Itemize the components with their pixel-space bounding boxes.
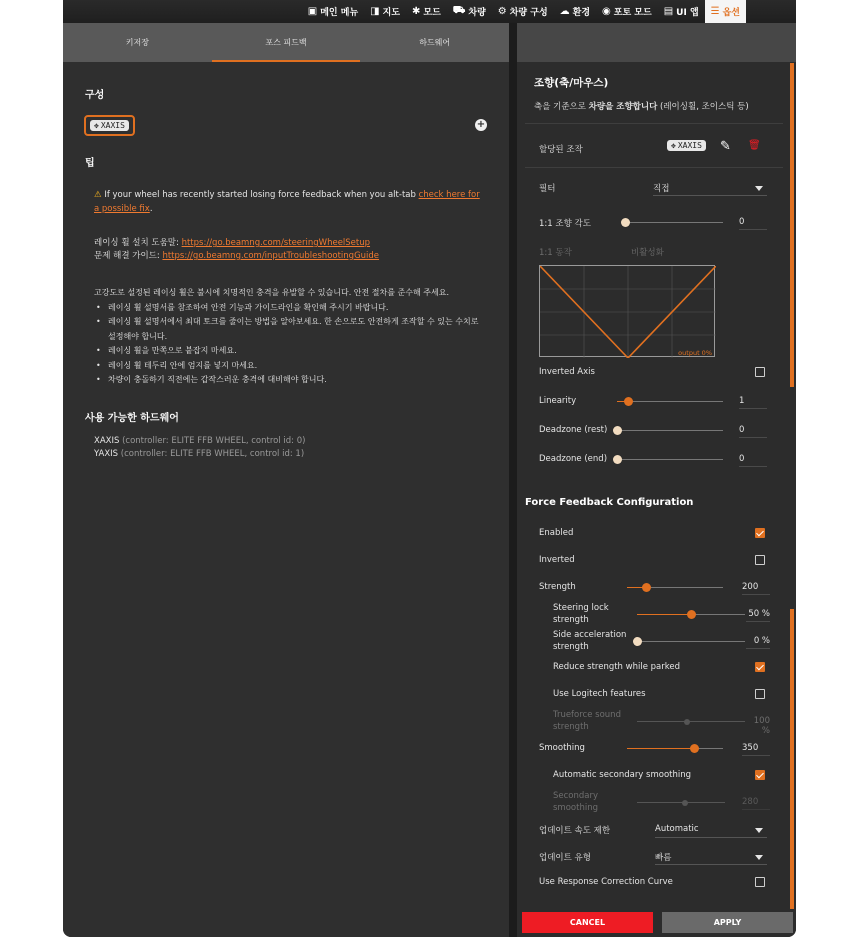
secondary-smoothing-label: Secondary smoothing [553,791,599,813]
warning-icon: ⚠ [94,190,102,200]
response-graph-svg [540,266,716,358]
linearity-slider[interactable] [617,401,723,402]
rate-limit-label: 업데이트 속도 제한 [539,826,611,836]
top-menu-bar [63,0,796,23]
menu-item-photo-mode[interactable] [596,0,658,23]
gamepad-icon: ✥ [94,121,99,130]
ffb-config-title: Force Feedback Configuration [525,497,694,508]
divider [525,167,783,168]
divider [525,123,783,124]
linearity-label: Linearity [539,396,577,406]
slider-handle[interactable] [613,426,622,435]
menu-item-label: 모드 [423,8,441,18]
gamepad-icon: ✥ [671,141,676,150]
response-graph [539,265,715,357]
hardware-title: 사용 가능한 하드웨어 [85,413,179,424]
safety-item: • 레이싱 휠 테두리 안에 엄지를 넣지 마세요. [94,359,484,374]
smoothing-label: Smoothing [539,743,585,753]
menu-item-label: 차량 구성 [509,8,548,18]
map-icon: ◨ [370,6,380,17]
trouble-guide-link[interactable]: https://go.beamng.com/inputTroubleshootingGuide [162,251,380,261]
mode-label-disabled: 비활성화 [631,248,664,258]
scrollbar[interactable] [790,63,794,387]
mods-icon: ✱ [412,6,421,17]
side-acc-label: Side acceleration strength [553,630,627,652]
linearity-value[interactable]: 1 [739,396,767,409]
slider-handle[interactable] [624,397,633,406]
steering-title: 조향(축/마우스) [534,77,609,89]
smoothing-slider[interactable] [627,748,723,749]
assigned-control-chip[interactable]: ✥ XAXIS [667,140,706,151]
tab-strip [63,23,509,62]
reduce-parked-label: Reduce strength while parked [553,662,680,672]
tab-force-feedback[interactable]: 포스 피드백 [212,23,361,62]
safety-item: • 레이싱 휠 설명서를 참조하여 안전 기능과 가이드라인을 확인해 주시기 바랍니다. [94,301,484,316]
menu-item-main-menu[interactable] [302,0,364,23]
menu-item-label: 옵션 [722,8,740,18]
menu-item-map[interactable] [364,0,406,23]
vehicles-icon: ⛟ [452,5,466,16]
tip-text [94,188,484,216]
chip-label: XAXIS [100,121,125,130]
menu-item-environment[interactable] [554,0,596,23]
apply-button[interactable]: APPLY [662,912,793,933]
add-binding-button[interactable]: + [476,119,486,130]
main-nav [302,0,746,23]
update-type-label: 업데이트 유형 [539,853,591,863]
response-curve-label: Use Response Correction Curve [539,877,673,887]
hardware-item: YAXIS (controller: ELITE FFB WHEEL, control id: 1) [94,449,305,459]
assigned-axis-chip[interactable] [84,115,135,136]
menu-item-label: 지도 [382,8,400,18]
tab-hardware[interactable]: 하드웨어 [419,38,451,47]
deadzone-end-slider[interactable] [617,459,723,460]
deadzone-rest-value[interactable]: 0 [739,425,767,438]
hardware-item: XAXIS (controller: ELITE FFB WHEEL, control id: 0) [94,436,306,446]
update-type-select[interactable]: 빠름 [655,851,767,865]
auto-smoothing-checkbox[interactable] [755,770,765,780]
steering-lock-label: Steering lock strength [553,603,609,625]
right-panel [517,23,796,937]
deadzone-rest-slider[interactable] [617,430,723,431]
side-acc-value[interactable]: 0 % [746,636,770,649]
rate-limit-select[interactable]: Automatic [655,824,767,838]
menu-item-vehicle-config[interactable] [492,0,554,23]
ffb-enabled-checkbox[interactable] [755,528,765,538]
menu-item-label: 포토 모드 [613,8,652,18]
safety-item: • 레이싱 휠을 만쪽으로 붙잡지 마세요. [94,344,484,359]
slider-handle [684,719,690,725]
slider-fill [637,614,691,615]
logitech-checkbox[interactable] [755,689,765,699]
config-title: 구성 [85,90,105,101]
inverted-axis-label: Inverted Axis [539,367,595,377]
ffb-inverted-checkbox[interactable] [755,555,765,565]
right-panel-header [517,23,796,62]
menu-item-label: 차량 [468,8,486,18]
options-icon: ☰ [710,6,720,17]
steering-subtitle: 축을 기준으로 차량을 조향합니다 (레이싱휠, 조이스틱 등) [534,102,749,112]
deadzone-end-value[interactable]: 0 [739,454,767,467]
trueforce-label: Trueforce sound strength [553,710,621,732]
menu-item-label: UI 앱 [676,8,699,18]
safety-intro: 고강도로 설정된 레이싱 휠은 불시에 치명적인 충격을 유발할 수 있습니다. 안전 절차를 준수해 주세요. [94,288,449,297]
response-curve-checkbox[interactable] [755,877,765,887]
strength-label: Strength [539,582,576,592]
trouble-guide-label: 문제 해결 가이드: [94,251,160,261]
logitech-label: Use Logitech features [553,689,646,699]
slider-handle[interactable] [687,610,696,619]
assigned-control-label: 할당된 조작 [539,145,583,155]
secondary-smoothing-slider [637,802,725,803]
vehicle-config-icon: ⚙ [497,6,507,17]
ui-apps-icon: ▤ [663,6,674,17]
strength-slider[interactable] [627,587,723,588]
side-acc-slider[interactable] [637,641,745,642]
delete-icon[interactable]: 🗑 [748,140,761,151]
left-panel [63,23,509,937]
install-help-label: 레이싱 휠 설치 도움말: [94,238,179,248]
options-window [63,0,796,937]
deadzone-rest-label: Deadzone (rest) [539,425,608,435]
chevron-down-icon [755,186,763,191]
ffb-inverted-label: Inverted [539,555,575,565]
chevron-down-icon [755,855,763,860]
slider-handle[interactable] [621,218,630,227]
trueforce-value: 100 % [753,716,770,736]
scrollbar[interactable] [790,609,794,909]
tips-title: 팁 [85,158,95,169]
photo-mode-icon: ◉ [602,6,611,17]
environment-icon: ☁ [559,6,570,17]
graph-caption: output 0% [678,349,712,357]
slider-handle[interactable] [633,637,642,646]
slider-fill [627,748,694,749]
cancel-button[interactable]: CANCEL [522,912,653,933]
tab-keybindings[interactable]: 키저장 [125,38,149,47]
hardware-list [94,435,305,461]
safety-item: • 레이싱 휠 설명서에서 최대 토크를 줄이는 방법을 알아보세요. 한 손으로도 안전하게 조작할 수 있는 수치로 설정해야 합니다. [94,315,484,344]
slider-handle [682,800,688,806]
steering-lock-slider[interactable] [637,614,745,615]
reduce-parked-checkbox[interactable] [755,662,765,672]
slider-handle[interactable] [690,744,699,753]
panel-divider [509,23,517,937]
menu-item-vehicles[interactable] [447,0,492,23]
help-links [94,237,379,263]
slider-handle[interactable] [642,583,651,592]
menu-item-label: 환경 [572,8,591,18]
chevron-down-icon [755,828,763,833]
menu-item-label: 메인 메뉴 [320,8,359,18]
deadzone-end-label: Deadzone (end) [539,454,608,464]
auto-smoothing-label: Automatic secondary smoothing [553,770,692,780]
steer-angle-value[interactable]: 0 [739,217,767,230]
filter-select[interactable]: 직접 [653,182,767,196]
install-help-link[interactable]: https://go.beamng.com/steeringWheelSetup [181,238,371,248]
safety-item: • 차량이 충돌하기 직전에는 갑작스러운 충격에 대비해야 합니다. [94,373,484,388]
slider-handle[interactable] [613,455,622,464]
tip-body: If your wheel has recently started losing force feedback when you alt-tab [104,190,416,200]
main-menu-icon: ▣ [307,6,318,17]
steer-angle-label: 1:1 조향 각도 [539,219,591,229]
trueforce-slider [637,721,745,722]
menu-item-mods[interactable] [406,0,447,23]
mode-label-1to1: 1:1 동작 [539,248,572,258]
smoothing-value[interactable]: 350 [742,743,770,756]
fix-link[interactable]: check here for a possible fix [94,190,480,214]
inverted-axis-checkbox[interactable] [755,367,765,377]
ffb-enabled-label: Enabled [539,528,574,538]
tip-end: . [149,204,153,214]
menu-item-ui-apps[interactable] [658,0,705,23]
strength-value[interactable]: 200 [742,582,770,595]
menu-item-options[interactable] [705,0,746,23]
steer-angle-slider[interactable] [625,222,723,223]
safety-notice [94,286,484,388]
steering-lock-value[interactable]: 50 % [746,609,770,622]
edit-icon[interactable]: ✎ [720,139,731,154]
filter-label: 필터 [539,184,556,194]
secondary-smoothing-value: 280 [742,797,770,810]
